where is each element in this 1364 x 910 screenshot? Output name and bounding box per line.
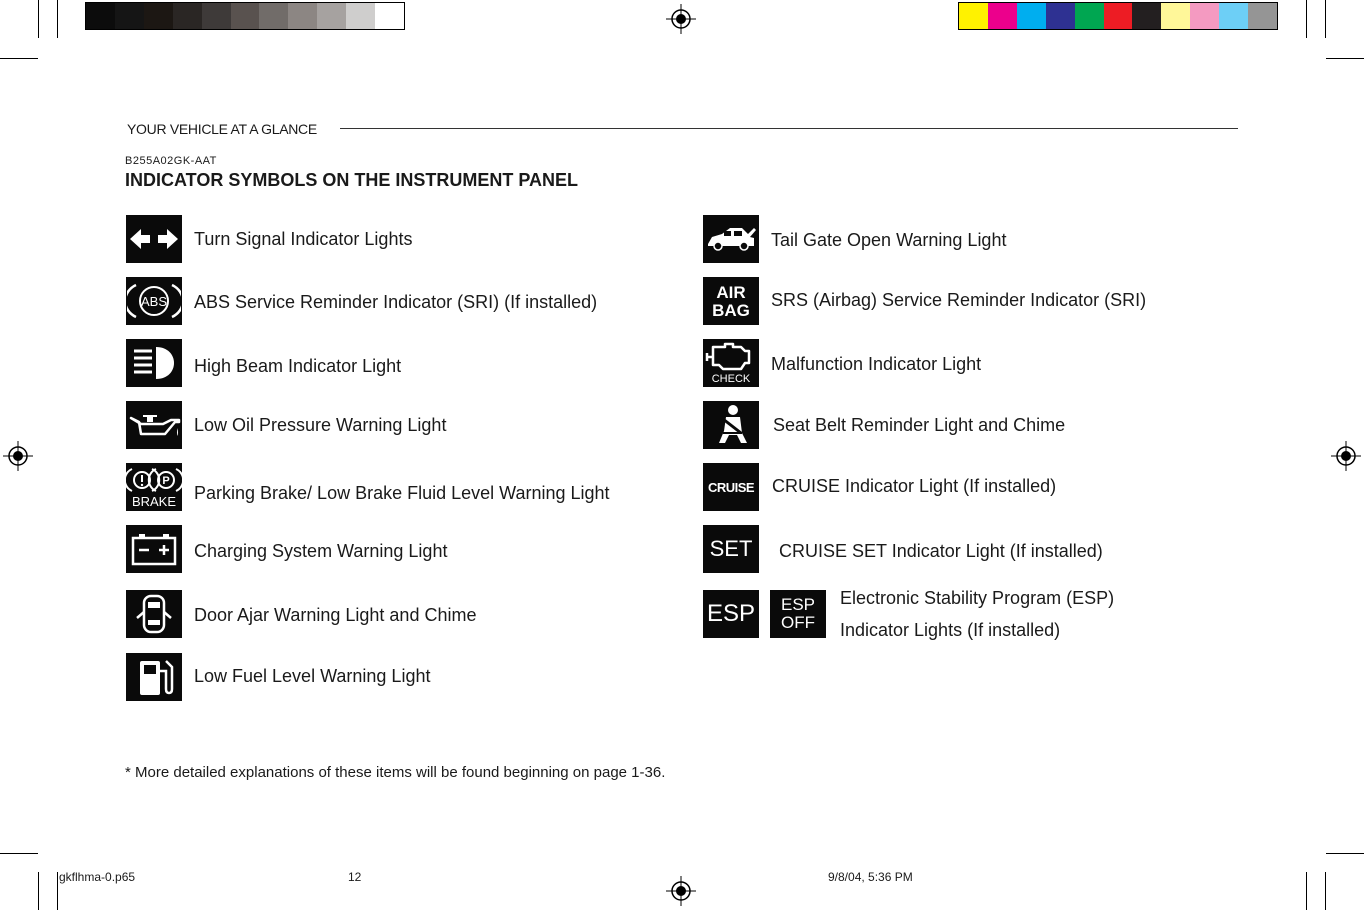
registration-mark-icon (666, 876, 696, 906)
calibration-swatch (346, 3, 375, 29)
set-icon (703, 525, 759, 573)
indicator-label: CRUISE Indicator Light (If installed) (772, 476, 1057, 496)
calibration-swatch (202, 3, 231, 29)
fuel-pump-icon (126, 653, 182, 701)
calibration-swatch (1219, 3, 1248, 29)
calibration-swatch (959, 3, 988, 29)
esp-icon (703, 590, 759, 638)
calibration-swatch (375, 3, 404, 29)
registration-mark-icon (1331, 441, 1361, 471)
slug-page: 12 (348, 870, 362, 884)
high-beam-icon (126, 339, 182, 387)
crop-mark (1325, 872, 1326, 910)
registration-mark-icon (666, 4, 696, 34)
calibration-swatch (317, 3, 346, 29)
crop-mark (1326, 853, 1364, 854)
section-title: YOUR VEHICLE AT A GLANCE (127, 121, 317, 137)
calibration-swatch (86, 3, 115, 29)
esp-icon-text: ESP (706, 600, 756, 627)
crop-mark (1306, 0, 1307, 38)
document-code: B255A02GK-AAT (125, 155, 217, 167)
indicator-label: ABS Service Reminder Indicator (SRI) (If installed) (194, 292, 598, 312)
calibration-swatch (173, 3, 202, 29)
indicator-label: Charging System Warning Light (194, 541, 448, 561)
crop-mark (1306, 872, 1307, 910)
indicator-label: Low Oil Pressure Warning Light (194, 415, 447, 435)
indicator-label: Tail Gate Open Warning Light (771, 230, 1007, 250)
color-calibration-bar (958, 2, 1278, 30)
indicator-label: High Beam Indicator Light (194, 356, 402, 376)
calibration-swatch (1017, 3, 1046, 29)
crop-mark (57, 0, 58, 38)
calibration-swatch (1248, 3, 1277, 29)
calibration-swatch (1046, 3, 1075, 29)
header-rule (340, 128, 1238, 129)
indicator-label-line2: Indicator Lights (If installed) (840, 620, 1061, 640)
crop-mark (0, 58, 38, 59)
seat-belt-icon (703, 401, 759, 449)
brake-icon (126, 463, 182, 511)
slug-filename: gkflhma-0.p65 (59, 870, 136, 884)
cruise-icon (703, 463, 759, 511)
tail-gate-icon (703, 215, 759, 263)
grayscale-calibration-bar (85, 2, 405, 30)
svg-text:AIR: AIR (716, 283, 746, 302)
calibration-swatch (1075, 3, 1104, 29)
cruise-icon-text: CRUISE (707, 479, 755, 495)
registration-mark-icon (3, 441, 33, 471)
calibration-swatch (988, 3, 1017, 29)
indicator-label: Low Fuel Level Warning Light (194, 666, 431, 686)
set-icon-text: SET (709, 536, 753, 561)
oil-can-icon (126, 401, 182, 449)
page-heading: INDICATOR SYMBOLS ON THE INSTRUMENT PANEL (125, 170, 579, 190)
esp-off-icon-text: ESP OFF (780, 595, 816, 632)
indicator-label: CRUISE SET Indicator Light (If installed) (779, 541, 1103, 561)
abs-icon (126, 277, 182, 325)
calibration-swatch (1132, 3, 1161, 29)
calibration-swatch (1190, 3, 1219, 29)
calibration-swatch (1161, 3, 1190, 29)
crop-mark (0, 853, 38, 854)
battery-icon (126, 525, 182, 573)
indicator-label: Parking Brake/ Low Brake Fluid Level Warning Light (194, 483, 610, 503)
svg-text:P: P (162, 475, 170, 487)
indicator-label: SRS (Airbag) Service Reminder Indicator (SRI) (771, 290, 1147, 310)
calibration-swatch (115, 3, 144, 29)
calibration-swatch (1104, 3, 1133, 29)
crop-mark (57, 872, 58, 910)
calibration-swatch (288, 3, 317, 29)
calibration-swatch (144, 3, 173, 29)
indicator-label: Electronic Stability Program (ESP) (840, 588, 1115, 608)
esp-off-icon (770, 590, 826, 638)
check-icon-text: CHECK (711, 373, 751, 385)
indicator-label: Door Ajar Warning Light and Chime (194, 605, 477, 625)
svg-text:BAG: BAG (712, 301, 750, 320)
check-engine-icon (703, 339, 759, 387)
crop-mark (1325, 0, 1326, 38)
footnote: * More detailed explanations of these items will be found beginning on page 1-36. (125, 764, 666, 781)
crop-mark (38, 0, 39, 38)
abs-icon-text: ABS (140, 294, 168, 309)
indicator-label: Turn Signal Indicator Lights (194, 229, 413, 249)
airbag-icon (703, 277, 759, 325)
brake-icon-text: BRAKE (131, 494, 177, 509)
turn-signal-arrows-icon (126, 215, 182, 263)
slug-date: 9/8/04, 5:36 PM (828, 870, 913, 884)
crop-mark (38, 872, 39, 910)
indicator-label: Malfunction Indicator Light (771, 354, 982, 374)
door-ajar-icon (126, 590, 182, 638)
crop-mark (1326, 58, 1364, 59)
calibration-swatch (231, 3, 260, 29)
indicator-label: Seat Belt Reminder Light and Chime (773, 415, 1066, 435)
calibration-swatch (259, 3, 288, 29)
